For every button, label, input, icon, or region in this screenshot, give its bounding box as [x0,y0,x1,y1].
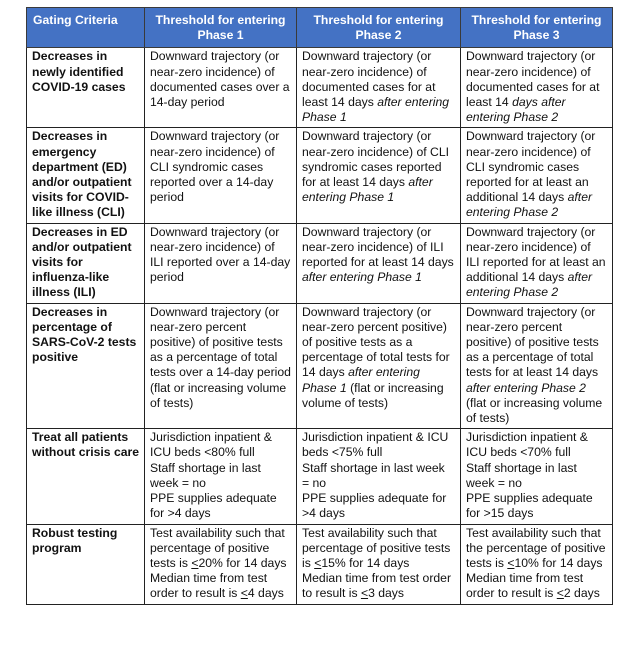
phase2-text: Downward trajectory (or near-zero incidence) of CLI syndromic cases reported for at least 14 days [302,129,449,190]
staff-shortage: Staff shortage in last week = no [466,460,577,490]
phase2-italic-text: after entering Phase 1 [302,365,420,395]
phase2-text: Downward trajectory (or near-zero percent positive) of positive tests as a percentage of total tests for 14 days [302,304,450,380]
phase2-text: Downward trajectory (or near-zero incidence) of ILI reported for at least 14 days [302,224,454,270]
table-header-row [27,8,613,48]
phase1-cell: Downward trajectory (or near-zero incidence) of documented cases over a 14-day period [145,48,297,128]
test-availability-value: 20% for 14 days [198,555,287,570]
phase2-italic-text: after entering Phase 1 [302,270,422,285]
median-time-text: Median time from test order to result is [466,571,584,601]
phase3-text: Downward trajectory (or near-zero percent positive) of positive tests as a percentage of total tests for at least 14 days [466,304,599,380]
table-row [27,128,613,223]
median-time [150,571,291,601]
phase2-italic-text: after entering Phase 1 [302,175,433,205]
phase3-text: Downward trajectory (or near-zero incidence) of CLI syndromic cases reported for at least an additional 14 days [466,129,596,205]
phase2-cell [297,48,461,128]
criteria-cell: Decreases in ED and/or outpatient visits for influenza-like illness (ILI) [27,223,145,303]
phase2-tail-text: (flat or increasing volume of tests) [302,380,444,410]
table-row [27,303,613,429]
phase3-italic-text: days after entering Phase 2 [466,95,566,125]
beds-threshold: Jurisdiction inpatient & ICU beds <70% full [466,430,588,460]
header-phase-2: Threshold for entering Phase 2 [297,8,461,48]
phase3-text: Downward trajectory (or near-zero incidence) of ILI reported for at least an additional 14 days [466,224,606,285]
header-phase-1: Threshold for entering Phase 1 [145,8,297,48]
less-equal-sign: < [314,555,322,570]
phase3-italic-text: after entering Phase 2 [466,190,593,220]
median-time-text: Median time from test order to result is [150,571,268,601]
less-equal-sign: < [240,586,248,601]
test-availability [302,526,455,572]
phase1-cell [145,429,297,524]
median-time [466,571,607,601]
ppe-supplies: PPE supplies adequate for >4 days [150,491,277,521]
less-equal-sign: < [507,555,515,570]
gating-criteria-table [26,7,613,605]
median-time-value: 2 days [563,586,600,601]
criteria-cell: Decreases in percentage of SARS-CoV-2 tests positive [27,303,145,429]
phase2-cell [297,429,461,524]
phase3-text: Downward trajectory (or near-zero incidence) of documented cases for at least 14 [466,49,600,110]
median-time-value: 3 days [368,586,404,601]
less-equal-sign: < [556,586,564,601]
phase2-text: Downward trajectory (or near-zero incidence) of documented cases for at least 14 days [302,49,436,110]
criteria-cell: Robust testing program [27,524,145,604]
phase2-cell [297,524,461,604]
phase1-cell: Downward trajectory (or near-zero percent positive) of positive tests as a percentage of total tests over a 14-day period (flat or increasing volume of tests) [145,303,297,429]
table-row [27,524,613,604]
criteria-cell: Decreases in emergency department (ED) and/or outpatient visits for COVID-like illness (CLI) [27,128,145,223]
header-phase-3: Threshold for entering Phase 3 [461,8,613,48]
phase1-cell [145,524,297,604]
criteria-cell: Decreases in newly identified COVID-19 cases [27,48,145,128]
phase3-italic-text: after entering Phase 2 [466,270,593,300]
phase2-cell [297,303,461,429]
phase3-cell [461,303,613,429]
phase2-cell [297,223,461,303]
table-row [27,429,613,524]
staff-shortage: Staff shortage in last week = no [302,460,445,490]
less-equal-sign: < [191,555,199,570]
median-time-text: Median time from test order to result is [302,571,452,601]
median-time-value: 4 days [247,586,284,601]
beds-threshold: Jurisdiction inpatient & ICU beds <80% full [150,430,272,460]
table-row [27,48,613,128]
phase3-cell [461,223,613,303]
phase1-cell: Downward trajectory (or near-zero incidence) of ILI reported over a 14-day period [145,223,297,303]
phase2-italic-text: after entering Phase 1 [302,95,450,125]
header-gating-criteria: Gating Criteria [27,8,145,48]
phase3-italic-text: after entering Phase 2 [466,380,586,395]
phase1-cell: Downward trajectory (or near-zero incidence) of CLI syndromic cases reported over a 14-day period [145,128,297,223]
phase3-tail-text: (flat or increasing volume of tests) [466,395,603,426]
test-availability-value: 15% for 14 days [321,555,410,570]
phase2-cell [297,128,461,223]
median-time [302,571,455,601]
test-availability-text: Test availability such that percentage of positive tests is [302,525,451,570]
criteria-cell: Treat all patients without crisis care [27,429,145,524]
test-availability-text: Test availability such that percentage of positive tests is [150,525,285,570]
ppe-supplies: PPE supplies adequate for >15 days [466,491,593,521]
test-availability-value: 10% for 14 days [514,555,603,570]
ppe-supplies: PPE supplies adequate for >4 days [302,491,447,521]
phase3-cell [461,429,613,524]
table-row [27,223,613,303]
phase3-cell [461,524,613,604]
staff-shortage: Staff shortage in last week = no [150,460,261,490]
beds-threshold: Jurisdiction inpatient & ICU beds <75% full [302,430,449,460]
test-availability [150,526,291,572]
less-equal-sign: < [360,586,369,601]
phase3-cell [461,128,613,223]
test-availability-text: Test availability such that the percentage of positive tests is [466,525,606,570]
test-availability [466,526,607,572]
phase3-cell [461,48,613,128]
